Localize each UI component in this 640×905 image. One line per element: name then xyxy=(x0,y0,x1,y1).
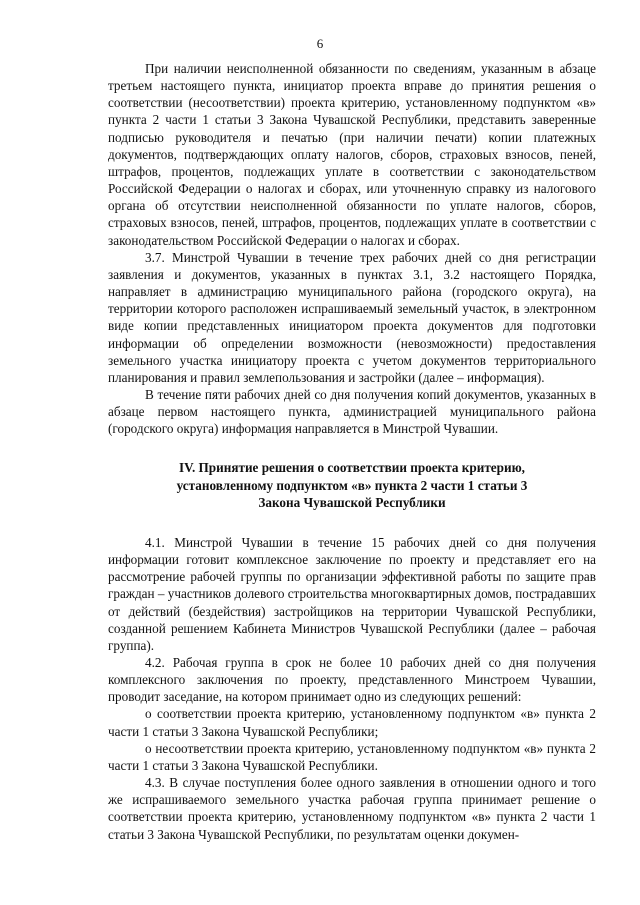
paragraph-3-7: 3.7. Минстрой Чувашии в течение трех рабочих дней со дня регистрации заявления и документов, указанных в пунктах 3.1, 3.2 настоящего Порядка, направляет в администрацию муниципального района (городского округа), на территории которого расположен испрашиваемый земельный участок, в электронном виде копии представленных инициатором проекта документов для подготовки информации об определении возможности (невозможности) предоставления земельного участка инициатору проекта с учетом документов территориального планирования и правил землепользования и застройки (далее – информация). xyxy=(108,249,596,385)
paragraph-4-1: 4.1. Минстрой Чувашии в течение 15 рабочих дней со дня получения информации готовит комплексное заключение по проекту и представляет его на рассмотрение рабочей группы по организации эффективной работы по защите прав граждан – участников долевого строительства многоквартирных домов, пострадавших от действий (бездействия) застройщиков на территории Чувашской Республики, созданной решением Кабинета Министров Чувашской Республики (далее – рабочая группа). xyxy=(108,534,596,653)
paragraph-decision-compliance: о соответствии проекта критерию, установленному подпунктом «в» пункта 2 части 1 статьи 3 Закона Чувашской Республики; xyxy=(108,706,596,739)
document-body xyxy=(108,60,596,843)
paragraph-decision-noncompliance: о несоответствии проекта критерию, установленному подпунктом «в» пункта 2 части 1 статьи 3 Закона Чувашской Республики. xyxy=(108,740,596,773)
section-heading-iv xyxy=(108,459,596,510)
page-number: 6 xyxy=(316,36,324,51)
paragraph-4-3: 4.3. В случае поступления более одного заявления в отношении одного и того же испрашиваемого земельного участка рабочая группа принимает решение о соответствии проекта критерию, установленному подпунктом «в» пункта 2 части 1 статьи 3 Закона Чувашской Республики, по результатам оценки докумен- xyxy=(108,775,596,842)
section-heading-line-2: установленному подпунктом «в» пункта 2 части 1 статьи 3 xyxy=(176,477,528,493)
paragraph-4-2: 4.2. Рабочая группа в срок не более 10 рабочих дней со дня получения комплексного заключения по проекту, представленного Минстроем Чувашии, проводит заседание, на котором принимает одно из следующих решений: xyxy=(108,655,596,705)
section-heading-line-1: IV. Принятие решения о соответствии проекта критерию, xyxy=(179,460,525,476)
section-heading-line-3: Закона Чувашской Республики xyxy=(258,494,446,510)
paragraph-outstanding-obligation: При наличии неисполненной обязанности по сведениям, указанным в абзаце третьем настоящего пункта, инициатор проекта вправе до принятия решения о соответствии (несоответствии) проекта критерию, установленному подпунктом «в» пункта 2 части 1 статьи 3 Закона Чувашской Республики, представить заверенные подписью руководителя и печатью (при наличии печати) копии платежных документов, подтверждающих оплату налогов, сборов, страховых взносов, пеней, штрафов, процентов, подлежащих уплате в соответствии с законодательством Российской Федерации о налогах и сборах, или уточненную справку из налогового органа об отсутствии неисполненной обязанности по уплате налогов, сборов, страховых взносов, пеней, штрафов, процентов, подлежащих уплате в соответствии с законодательством Российской Федерации о налогах и сборах. xyxy=(108,61,596,248)
paragraph-3-7-second: В течение пяти рабочих дней со дня получения копий документов, указанных в абзаце первом настоящего пункта, администрацией муниципального района (городского округа) информация направляется в Минстрой Чувашии. xyxy=(108,386,596,437)
